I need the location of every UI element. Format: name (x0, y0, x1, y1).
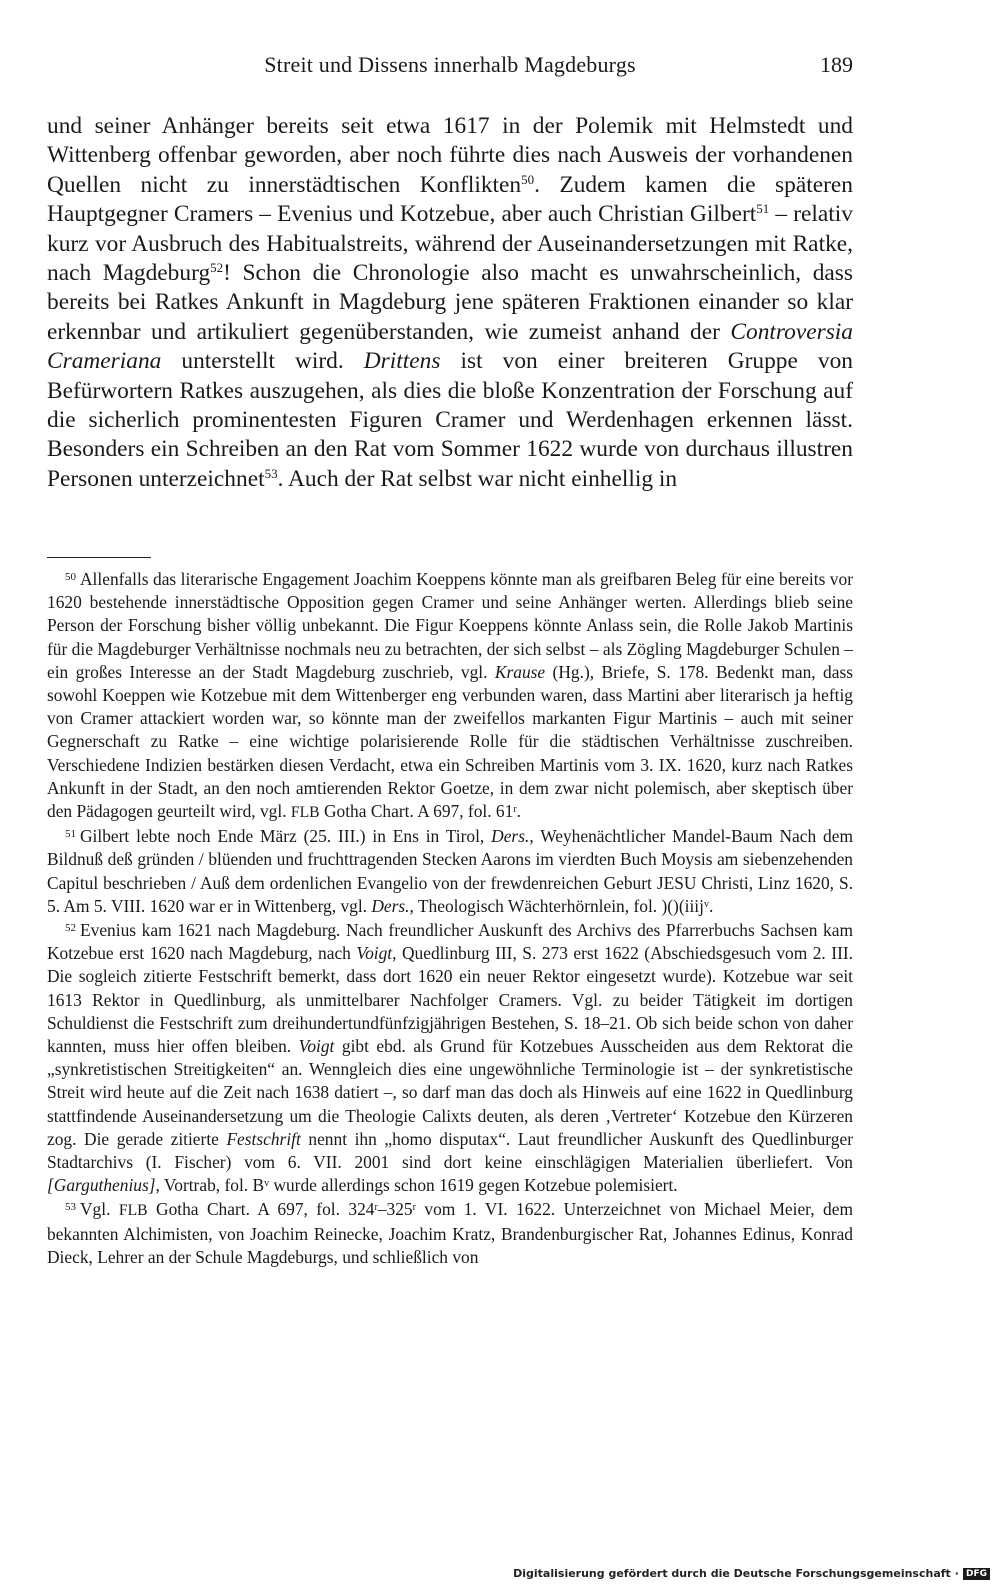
footnote-text: , Quedlinburg III, S. 273 erst 1622 (Abschiedsgesuch vom 2. III. Die sogleich zitierte Festschrift bemerkt, dass dort 1620 ein neuer Rektor eingesetzt wurde). Kotzebue war seit 1613 Rektor in Quedlinburg, als unmittelbarer Nachfolger Cramers. Vgl. zu beider Tätigkeit im dortigen Schuldienst die Festschrift zum dreihundertundfünfzigjährigen Bestehen, S. 18–21. Ob sich beide schon von daher kannten, muss hier offen bleiben. (47, 943, 853, 1057)
footnote-text: –325 (377, 1199, 413, 1220)
italic-title: Controversia Crameriana (47, 318, 853, 375)
dfg-logo: DFG (963, 1568, 990, 1580)
italic-author: [Garguthenius] (47, 1175, 156, 1196)
italic-author: Voigt (356, 943, 393, 964)
body-text-segment: . Zudem kamen die späteren Hauptgegner Cramers – Evenius und Kotzebue, aber auch Christian Gilbert (47, 171, 853, 228)
footnote-text: gibt ebd. als Grund für Kotzebues Ausscheiden aus dem Rektorat die „synkretistischen Streitigkeiten“ an. Wenngleich dies eine ungewöhnliche Terminologie ist – der synkretistische Streit wird heute auf die Zeit nach 1638 datiert –, so darf man das doch als Hinweis auf eine 1622 in Quedlinburg stattfindende Auseinandersetzung um die Theologie Calixts deuten, als deren ‚Vertreter‘ Kotzebue den Kürzeren zog. Die gerade zitierte (47, 1036, 853, 1149)
footnote-text: . (708, 895, 714, 916)
footnote-53 (47, 1198, 853, 1269)
folio-superscript: r (374, 1202, 378, 1214)
footnote-text: vom 1. VI. 1622. Unterzeichnet von Michael Meier, dem bekannten Alchimisten, von Joachim Reinecke, Joachim Kratz, Brandenburgischer Rat, Johannes Edinus, Konrad Dieck, Lehrer an der Schule Magdeburgs, und schließlich von (47, 1199, 853, 1267)
main-text (47, 112, 853, 494)
footnote-text: Evenius kam 1621 nach Magdeburg. Nach freundlicher Auskunft des Archivs des Pfarrerbuchs Sachsen kam Kotzebue erst 1620 nach Magdeburg, nach (47, 920, 853, 964)
footnote-text: Vgl. (80, 1199, 119, 1220)
footnote-51 (47, 825, 853, 918)
footnote-text: Gotha Chart. A 697, fol. 61 (319, 801, 514, 822)
footnote-number: 52 (65, 922, 76, 935)
body-text-segment: – relativ kurz vor Ausbruch des Habitualstreits, während der Auseinandersetzungen mit Ratke, nach Magdeburg (47, 201, 853, 287)
italic-author: Voigt (298, 1036, 335, 1057)
footnote-text: (Hg.), Briefe, S. 178. Bedenkt man, dass sowohl Koeppen wie Kotzebue mit dem Wittenberger eng verbunden waren, dass Martini aber literarisch ja heftig von Cramer attackiert worden war, so könnte man der zweifellos markanten Figur Martinis – auch mit seiner Gegnerschaft zu Ratke – eine wichtige polarisierende Rolle für die städtischen Verhältnisse zuschreiben. Verschiedene Indizien bestärken diesen Verdacht, etwa ein Schreiben Martinis vom 3. IX. 1620, kurz nach Ratkes Ankunft in der Stadt, an den noch amtierenden Rektor Goetze, in dem zwar nicht polemisch, aber skeptisch über den Pädagogen geurteilt wird, vgl. (47, 661, 853, 822)
body-paragraph (47, 112, 853, 494)
footnote-separator (47, 557, 151, 558)
footnotes (47, 568, 853, 1270)
italic-title: Festschrift (226, 1128, 301, 1149)
page-number: 189 (820, 52, 853, 77)
small-caps-abbrev: FLB (290, 804, 320, 822)
body-text-segment: . Auch der Rat selbst war nicht einhellig in (277, 465, 678, 492)
footnote-number: 51 (65, 828, 76, 841)
body-text-segment: und seiner Anhänger bereits seit etwa 1617 in der Polemik mit Helmstedt und Wittenberg offenbar geworden, aber noch führte dies nach Ausweis der vorhandenen Quellen nicht zu innerstädtischen Konflikten (47, 113, 853, 198)
folio-superscript: v (703, 898, 709, 910)
italic-author: Ders. (371, 895, 410, 916)
folio-superscript: r (412, 1202, 416, 1214)
footnote-text: Allenfalls das literarische Engagement Joachim Koeppens könnte man als greifbaren Beleg für eine bereits vor 1620 bestehende innerstädtische Opposition gegen Cramer und seine Anhänger werten. Allerdings blieb seine Person der Forschung bisher völlig unbekannt. Die Figur Koeppens könnte Anlass sein, die Rolle Jakob Martinis für die Magdeburger Verhältnisse nochmals neu zu betrachten, der sich selbst – als Zögling Magdeburger Schulen – ein großes Interesse an der Stadt Magdeburg zuschrieb, vgl. (47, 569, 853, 682)
footnote-number: 50 (65, 571, 76, 583)
footnote-ref-50: 50 (521, 171, 535, 187)
body-text-segment: ist von einer breiteren Gruppe von Befürwortern Ratkes auszugehen, als dies die bloße Konzentration der Forschung auf die sicherlich prominentesten Figuren Cramer und Werdenhagen erkennen lässt. Besonders ein Schreiben an den Rat vom Sommer 1622 wurde von durchaus illustren Personen unterzeichnet (47, 348, 853, 492)
footnote-ref-53: 53 (264, 465, 278, 481)
running-header (47, 52, 853, 86)
footnote-52 (47, 919, 853, 1197)
italic-author: Ders. (491, 826, 530, 847)
footnote-text: Gilbert lebte noch Ende März (25. III.) in Ens in Tirol, (80, 826, 492, 847)
running-head-title: Streit und Dissens innerhalb Magdeburgs (264, 52, 636, 77)
body-text-segment: unterstellt wird. (161, 348, 364, 375)
footnote-text: Gotha Chart. A 697, fol. 324 (147, 1199, 375, 1220)
footnote-50 (47, 568, 853, 824)
footnote-text: . (516, 801, 522, 822)
footnote-ref-51: 51 (756, 201, 770, 217)
footnote-text: , Theologisch Wächterhörnlein, fol. )()(iiij (409, 895, 704, 916)
folio-superscript: v (264, 1178, 270, 1190)
footnote-text: , Weyhenächtlicher Mandel-Baum Nach dem Bildnuß deß gründen / blüenden und fruchttragenden Stecken Aarons im vierdten Buch Moysis am siebenzehenden Capitul beschrieben / Auß dem ordenlichen Evangelio von der frewdenreichen Geburt JESU Christi, Linz 1620, S. 5. Am 5. VIII. 1620 war er in Wittenberg, vgl. (47, 826, 853, 916)
footnote-text: nennt ihn „homo disputax“. Laut freundlicher Auskunft des Quedlinburger Stadtarchivs (I. Fischer) vom 6. VII. 2001 sind dort keine einschlägigen Materialien überliefert. Von (47, 1128, 853, 1173)
footnote-text: , Vortrab, fol. B (155, 1175, 265, 1196)
small-caps-abbrev: FLB (118, 1202, 148, 1220)
footnote-text: wurde allerdings schon 1619 gegen Kotzebue polemisiert. (269, 1175, 678, 1196)
footnote-ref-52: 52 (210, 260, 224, 276)
folio-superscript: r (513, 804, 517, 816)
body-text-segment: ! Schon die Chronologie also macht es unwahrscheinlich, dass bereits bei Ratkes Ankunft in Magdeburg jene späteren Fraktionen einander so klar erkennbar und artikuliert gegenüberstanden, wie zumeist anhand der (47, 260, 853, 345)
italic-author: Krause (494, 661, 546, 682)
digitization-watermark: Digitalisierung gefördert durch die Deutsche Forschungsgemeinschaft · DFG (513, 1567, 990, 1580)
italic-emphasis: Drittens (363, 348, 441, 375)
footnote-number: 53 (65, 1201, 76, 1214)
watermark-text: Digitalisierung gefördert durch die Deutsche Forschungsgemeinschaft (513, 1567, 951, 1580)
